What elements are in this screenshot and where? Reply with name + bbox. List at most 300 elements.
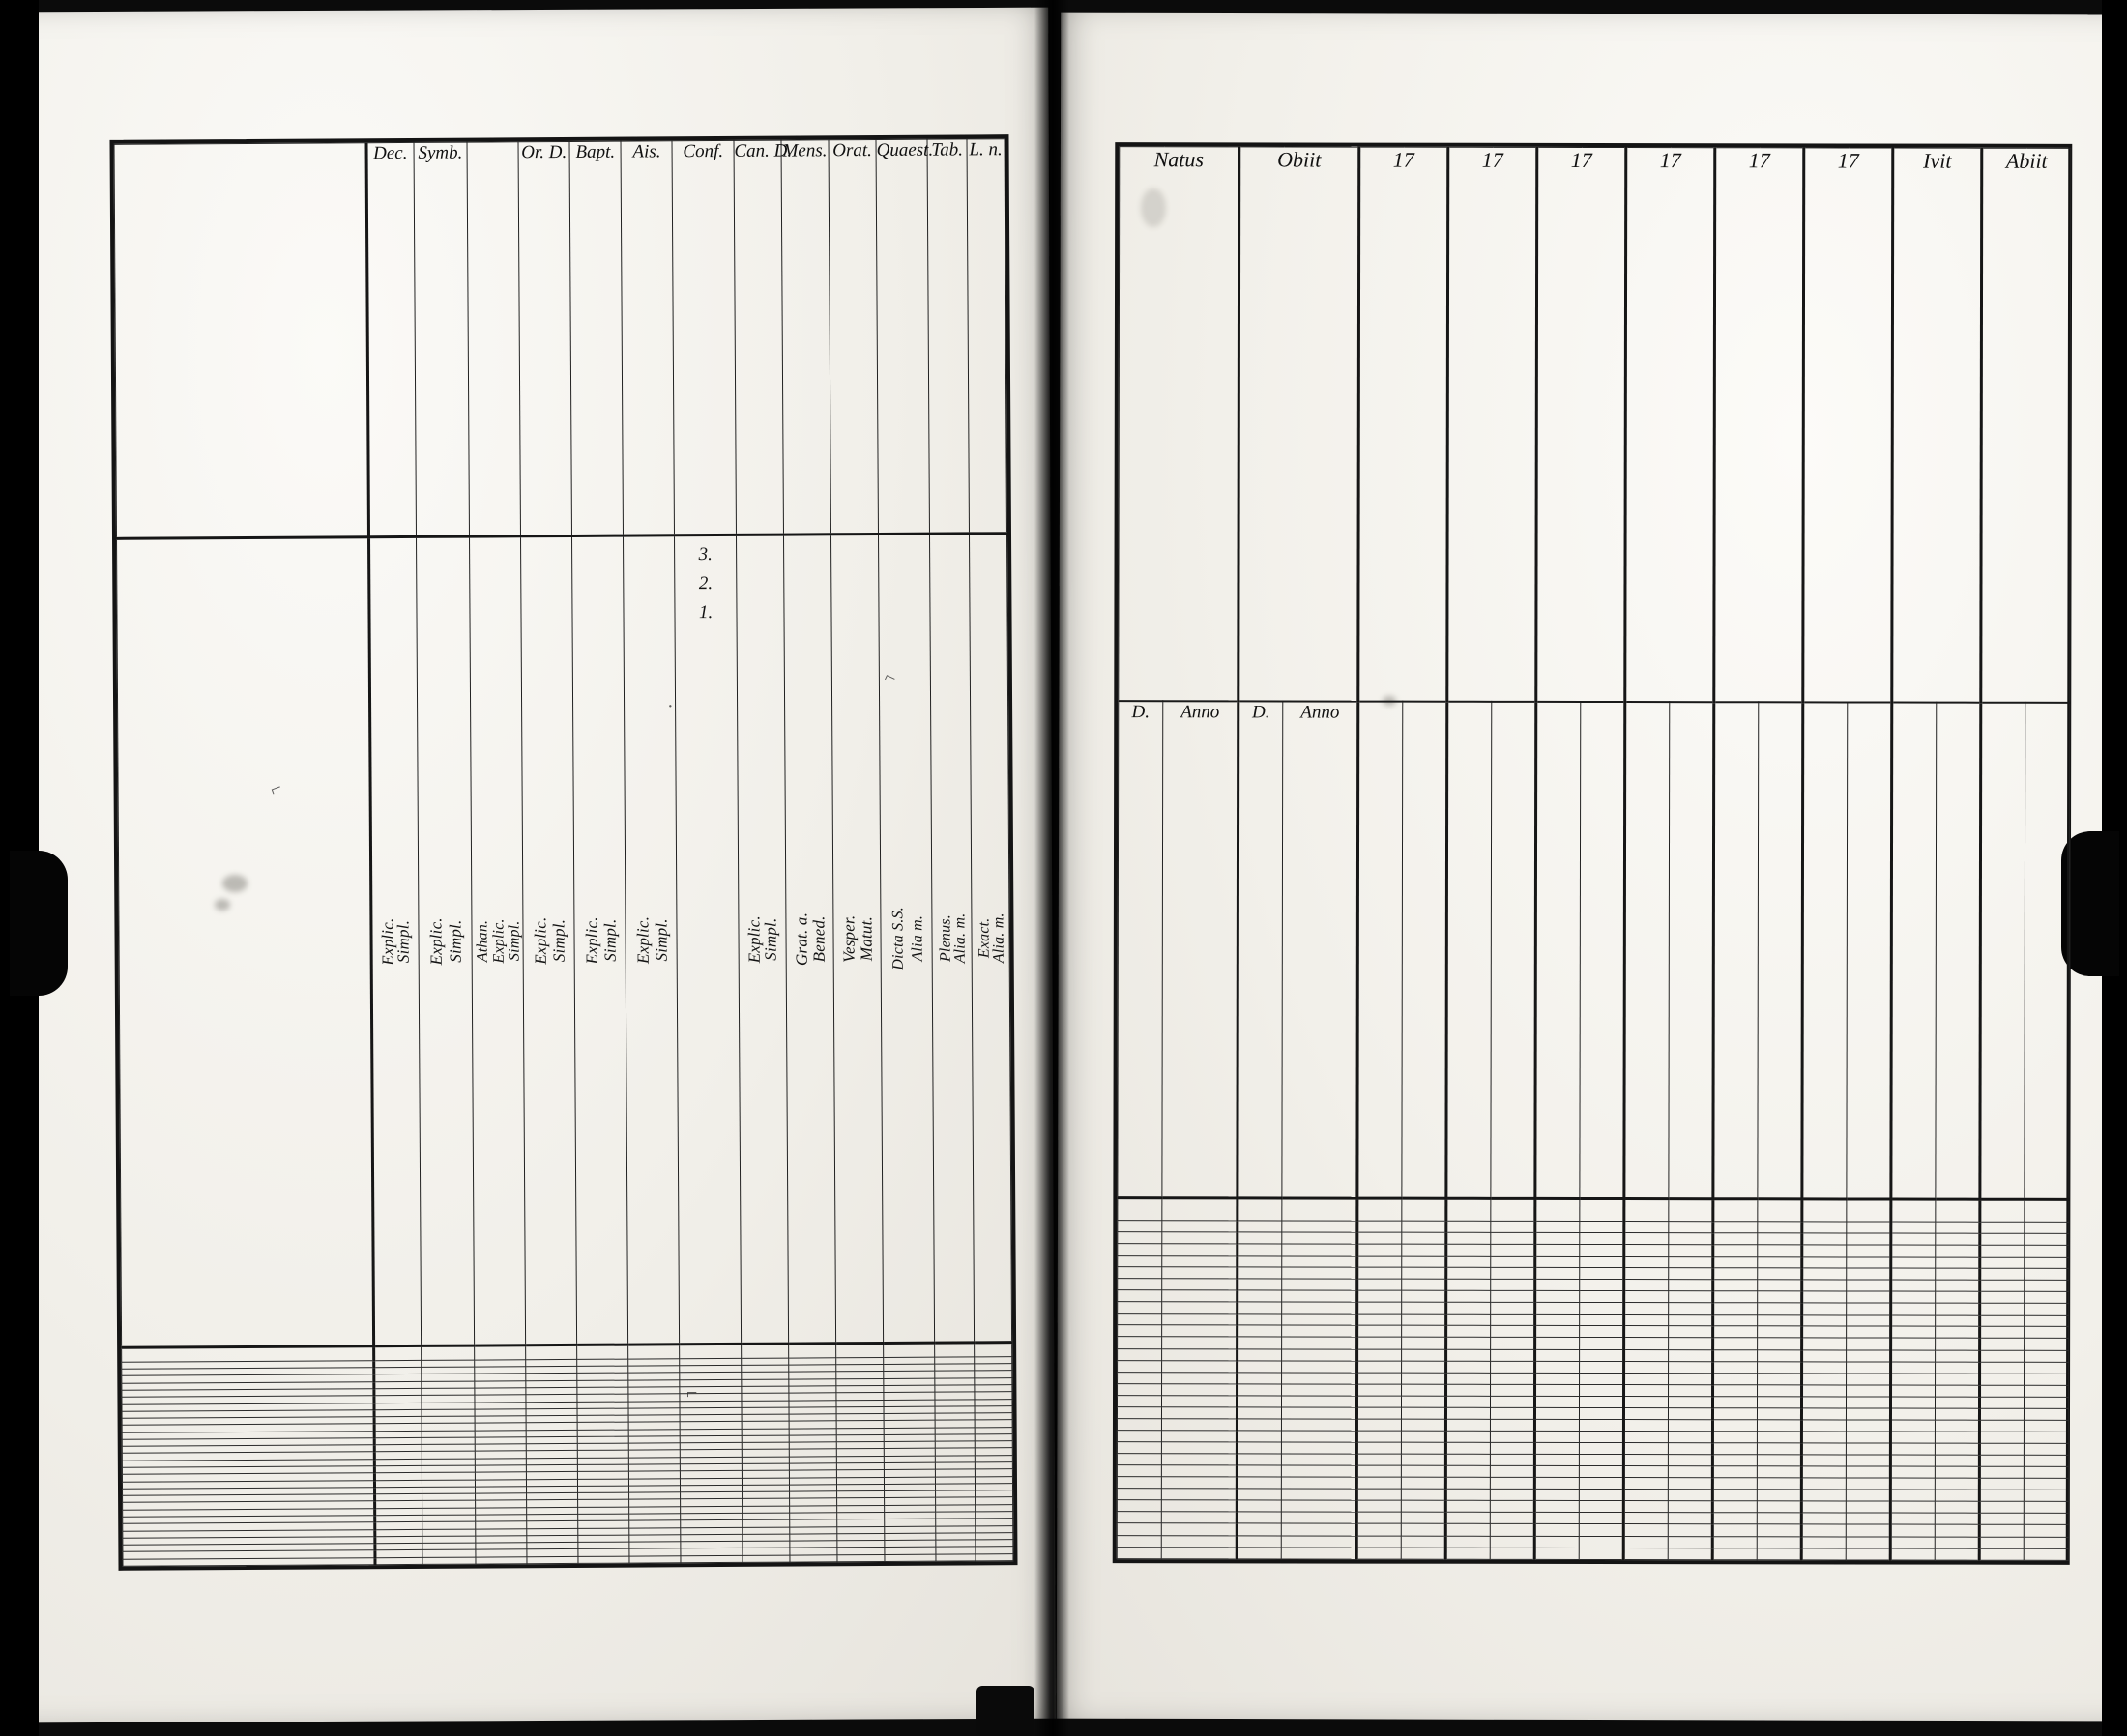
table-cell[interactable]	[1669, 1233, 1713, 1245]
table-cell[interactable]	[1847, 1233, 1891, 1245]
table-cell[interactable]	[1713, 1245, 1758, 1257]
table-cell[interactable]	[1534, 1478, 1579, 1490]
table-cell[interactable]	[1282, 1198, 1357, 1221]
table-cell[interactable]	[1757, 1524, 1801, 1536]
table-cell[interactable]	[1712, 1443, 1757, 1455]
table-cell[interactable]	[1357, 1407, 1402, 1419]
table-cell[interactable]	[1401, 1536, 1445, 1548]
table-cell[interactable]	[1624, 1373, 1669, 1384]
table-cell[interactable]	[1446, 1267, 1491, 1279]
table-cell[interactable]	[1758, 1361, 1802, 1373]
table-cell[interactable]	[1238, 1348, 1282, 1360]
table-cell[interactable]	[1535, 1291, 1580, 1303]
table-cell[interactable]	[1891, 1374, 1936, 1385]
table-cell[interactable]	[1669, 1268, 1713, 1280]
table-cell[interactable]	[1490, 1431, 1534, 1442]
table-cell[interactable]	[1847, 1408, 1891, 1420]
table-cell[interactable]	[1161, 1442, 1237, 1454]
table-cell[interactable]	[1162, 1383, 1238, 1395]
table-cell[interactable]	[1580, 1396, 1624, 1407]
table-cell[interactable]	[1623, 1466, 1668, 1478]
table-cell[interactable]	[1579, 1431, 1623, 1442]
table-cell[interactable]	[1117, 1512, 1161, 1523]
table-cell[interactable]	[1758, 1315, 1802, 1326]
table-cell[interactable]	[1846, 1490, 1890, 1501]
table-cell[interactable]	[1118, 1325, 1162, 1337]
table-cell[interactable]	[1624, 1303, 1669, 1315]
table-cell[interactable]	[1356, 1548, 1401, 1560]
table-cell[interactable]	[976, 1553, 1013, 1561]
table-cell[interactable]	[1402, 1302, 1446, 1314]
table-cell[interactable]	[935, 1343, 975, 1357]
table-cell[interactable]	[1980, 1199, 2025, 1222]
table-cell[interactable]	[1117, 1547, 1161, 1559]
table-cell[interactable]	[1357, 1373, 1402, 1384]
table-cell[interactable]	[1936, 1350, 1980, 1362]
table-cell[interactable]	[1712, 1490, 1757, 1501]
table-cell[interactable]	[2025, 1385, 2069, 1397]
table-cell[interactable]	[1446, 1361, 1491, 1373]
table-cell[interactable]	[1890, 1420, 1935, 1432]
table-cell[interactable]	[1356, 1419, 1401, 1431]
table-cell[interactable]	[1713, 1338, 1758, 1349]
table-cell[interactable]	[1491, 1256, 1535, 1267]
table-cell[interactable]	[1356, 1524, 1401, 1536]
table-cell[interactable]	[1623, 1432, 1668, 1443]
table-cell[interactable]	[2025, 1316, 2069, 1327]
table-cell[interactable]	[1357, 1290, 1402, 1302]
table-cell[interactable]	[1238, 1325, 1282, 1337]
table-cell[interactable]	[1118, 1290, 1162, 1302]
table-cell[interactable]	[1162, 1314, 1238, 1325]
table-cell[interactable]	[1401, 1548, 1445, 1560]
table-cell[interactable]	[1237, 1535, 1281, 1547]
table-cell[interactable]	[1282, 1279, 1357, 1290]
table-cell[interactable]	[1668, 1524, 1712, 1536]
table-cell[interactable]	[1401, 1431, 1445, 1442]
table-cell[interactable]	[1624, 1338, 1669, 1349]
table-cell[interactable]	[1801, 1455, 1846, 1466]
table-cell[interactable]	[122, 1346, 374, 1362]
table-cell[interactable]	[1535, 1396, 1580, 1407]
table-cell[interactable]	[1580, 1373, 1624, 1384]
table-cell[interactable]	[1980, 1327, 2025, 1339]
table-cell[interactable]	[1624, 1257, 1669, 1268]
table-cell[interactable]	[1580, 1349, 1624, 1361]
table-cell[interactable]	[1891, 1222, 1936, 1233]
table-cell[interactable]	[1357, 1279, 1402, 1290]
table-cell[interactable]	[1446, 1315, 1491, 1326]
table-cell[interactable]	[1580, 1256, 1624, 1267]
table-cell[interactable]	[1162, 1348, 1238, 1360]
table-cell[interactable]	[1580, 1268, 1624, 1280]
table-cell[interactable]	[1490, 1501, 1534, 1513]
table-cell[interactable]	[1118, 1348, 1162, 1360]
table-cell[interactable]	[1669, 1280, 1713, 1291]
table-cell[interactable]	[1402, 1290, 1446, 1302]
table-cell[interactable]	[1802, 1349, 1847, 1361]
table-cell[interactable]	[1623, 1548, 1668, 1560]
table-cell[interactable]	[1237, 1407, 1281, 1419]
table-cell[interactable]	[1491, 1244, 1535, 1256]
table-cell[interactable]	[2024, 1490, 2068, 1502]
table-cell[interactable]	[1357, 1338, 1402, 1349]
table-cell[interactable]	[1402, 1232, 1446, 1244]
table-cell[interactable]	[1117, 1431, 1161, 1442]
table-cell[interactable]	[1712, 1420, 1757, 1432]
table-cell[interactable]	[1491, 1279, 1535, 1290]
table-cell[interactable]	[1713, 1396, 1758, 1407]
table-cell[interactable]	[1980, 1362, 2025, 1374]
table-cell[interactable]	[2024, 1432, 2068, 1443]
table-cell[interactable]	[1623, 1536, 1668, 1548]
table-cell[interactable]	[1490, 1536, 1534, 1548]
table-cell[interactable]	[1117, 1442, 1161, 1454]
table-cell[interactable]	[1936, 1222, 1980, 1233]
table-cell[interactable]	[1237, 1442, 1281, 1454]
table-cell[interactable]	[1669, 1326, 1713, 1338]
table-cell[interactable]	[1802, 1326, 1847, 1338]
table-cell[interactable]	[1979, 1548, 2024, 1561]
table-cell[interactable]	[1980, 1397, 2025, 1408]
table-cell[interactable]	[1801, 1478, 1846, 1490]
table-cell[interactable]	[1802, 1222, 1847, 1233]
table-cell[interactable]	[2024, 1514, 2068, 1525]
table-cell[interactable]	[1935, 1443, 1979, 1455]
table-cell[interactable]	[1847, 1199, 1891, 1222]
table-cell[interactable]	[475, 1345, 526, 1360]
table-cell[interactable]	[1936, 1233, 1980, 1245]
table-cell[interactable]	[1446, 1407, 1491, 1419]
table-cell[interactable]	[1238, 1360, 1282, 1372]
table-cell[interactable]	[1118, 1256, 1162, 1267]
table-cell[interactable]	[1491, 1407, 1535, 1419]
table-cell[interactable]	[1282, 1256, 1357, 1267]
table-cell[interactable]	[2025, 1199, 2069, 1222]
table-cell[interactable]	[1162, 1244, 1238, 1256]
table-cell[interactable]	[1402, 1396, 1446, 1407]
table-cell[interactable]	[1712, 1536, 1757, 1548]
table-cell[interactable]	[1891, 1268, 1936, 1280]
table-cell[interactable]	[1935, 1466, 1979, 1478]
table-cell[interactable]	[1935, 1514, 1979, 1525]
table-cell[interactable]	[1758, 1222, 1802, 1233]
table-cell[interactable]	[1712, 1513, 1757, 1524]
table-cell[interactable]	[1712, 1432, 1757, 1443]
table-cell[interactable]	[1802, 1233, 1847, 1245]
table-cell[interactable]	[1802, 1268, 1847, 1280]
table-cell[interactable]	[1936, 1291, 1980, 1303]
table-cell[interactable]	[1491, 1361, 1535, 1373]
table-cell[interactable]	[1936, 1268, 1980, 1280]
table-cell[interactable]	[1713, 1222, 1758, 1233]
table-cell[interactable]	[1580, 1232, 1624, 1244]
table-cell[interactable]	[1534, 1490, 1579, 1501]
table-cell[interactable]	[1282, 1302, 1357, 1314]
table-cell[interactable]	[1802, 1291, 1847, 1303]
table-cell[interactable]	[1624, 1221, 1669, 1232]
table-cell[interactable]	[1445, 1465, 1490, 1477]
table-cell[interactable]	[1282, 1221, 1357, 1232]
table-cell[interactable]	[1936, 1315, 1980, 1326]
table-cell[interactable]	[1980, 1408, 2025, 1420]
table-cell[interactable]	[1935, 1455, 1979, 1466]
table-cell[interactable]	[1846, 1513, 1890, 1524]
table-cell[interactable]	[2024, 1548, 2068, 1561]
table-cell[interactable]	[1624, 1361, 1669, 1373]
table-cell[interactable]	[1238, 1267, 1282, 1279]
table-cell[interactable]	[1535, 1267, 1580, 1279]
table-cell[interactable]	[1936, 1327, 1980, 1339]
table-cell[interactable]	[1117, 1419, 1161, 1431]
table-cell[interactable]	[1534, 1466, 1579, 1478]
table-cell[interactable]	[1757, 1478, 1801, 1490]
table-cell[interactable]	[1758, 1326, 1802, 1338]
table-cell[interactable]	[1446, 1244, 1491, 1256]
table-cell[interactable]	[1238, 1198, 1282, 1221]
table-cell[interactable]	[1847, 1397, 1891, 1408]
table-cell[interactable]	[2025, 1222, 2069, 1233]
table-cell[interactable]	[1357, 1267, 1402, 1279]
table-cell[interactable]	[1980, 1233, 2025, 1245]
table-cell[interactable]	[1980, 1385, 2025, 1397]
table-cell[interactable]	[1801, 1490, 1846, 1501]
table-cell[interactable]	[1936, 1303, 1980, 1315]
table-cell[interactable]	[1118, 1395, 1162, 1406]
table-cell[interactable]	[1281, 1419, 1356, 1431]
table-cell[interactable]	[1847, 1385, 1891, 1397]
table-cell[interactable]	[1534, 1431, 1579, 1442]
table-cell[interactable]	[1534, 1536, 1579, 1548]
table-cell[interactable]	[1623, 1478, 1668, 1490]
table-cell[interactable]	[422, 1557, 476, 1565]
table-cell[interactable]	[1161, 1547, 1237, 1559]
table-cell[interactable]	[1847, 1326, 1891, 1338]
table-cell[interactable]	[1847, 1303, 1891, 1315]
table-cell[interactable]	[2025, 1268, 2069, 1280]
table-cell[interactable]	[1402, 1279, 1446, 1290]
table-cell[interactable]	[1402, 1384, 1446, 1396]
table-cell[interactable]	[1402, 1256, 1446, 1267]
table-cell[interactable]	[1624, 1349, 1669, 1361]
table-cell[interactable]	[1801, 1432, 1846, 1443]
table-cell[interactable]	[1579, 1490, 1623, 1501]
table-cell[interactable]	[1802, 1245, 1847, 1257]
table-cell[interactable]	[1356, 1477, 1401, 1489]
table-cell[interactable]	[2024, 1525, 2068, 1537]
table-cell[interactable]	[1890, 1524, 1935, 1536]
table-cell[interactable]	[1161, 1523, 1237, 1535]
table-cell[interactable]	[1713, 1303, 1758, 1315]
table-cell[interactable]	[1580, 1315, 1624, 1326]
table-cell[interactable]	[1445, 1513, 1490, 1524]
table-cell[interactable]	[1238, 1256, 1282, 1267]
table-cell[interactable]	[1238, 1314, 1282, 1325]
table-cell[interactable]	[1357, 1198, 1402, 1221]
table-cell[interactable]	[1402, 1198, 1446, 1221]
table-cell[interactable]	[1847, 1338, 1891, 1349]
table-cell[interactable]	[1282, 1361, 1357, 1373]
table-cell[interactable]	[1356, 1442, 1401, 1454]
table-cell[interactable]	[1356, 1454, 1401, 1465]
table-cell[interactable]	[526, 1345, 577, 1360]
table-cell[interactable]	[1891, 1291, 1936, 1303]
table-cell[interactable]	[1237, 1500, 1281, 1512]
table-cell[interactable]	[1579, 1478, 1623, 1490]
table-cell[interactable]	[1758, 1303, 1802, 1315]
table-cell[interactable]	[1579, 1513, 1623, 1524]
table-cell[interactable]	[1402, 1373, 1446, 1384]
table-cell[interactable]	[1117, 1489, 1161, 1500]
table-cell[interactable]	[743, 1555, 790, 1563]
table-cell[interactable]	[2024, 1478, 2068, 1490]
table-cell[interactable]	[1237, 1547, 1281, 1559]
table-cell[interactable]	[1623, 1443, 1668, 1455]
table-cell[interactable]	[884, 1343, 935, 1357]
table-cell[interactable]	[1936, 1362, 1980, 1374]
table-cell[interactable]	[1402, 1314, 1446, 1325]
table-cell[interactable]	[1162, 1372, 1238, 1383]
table-cell[interactable]	[1402, 1326, 1446, 1338]
table-cell[interactable]	[1491, 1349, 1535, 1361]
table-cell[interactable]	[975, 1343, 1012, 1357]
table-cell[interactable]	[1161, 1489, 1237, 1500]
table-cell[interactable]	[1490, 1490, 1534, 1501]
table-cell[interactable]	[1801, 1524, 1846, 1536]
table-cell[interactable]	[1979, 1502, 2024, 1514]
table-cell[interactable]	[1668, 1455, 1712, 1466]
table-cell[interactable]	[1402, 1349, 1446, 1361]
table-cell[interactable]	[1802, 1315, 1847, 1326]
table-cell[interactable]	[2025, 1245, 2069, 1257]
table-cell[interactable]	[1491, 1232, 1535, 1244]
table-cell[interactable]	[1161, 1454, 1237, 1465]
table-cell[interactable]	[1535, 1326, 1580, 1338]
table-cell[interactable]	[1491, 1396, 1535, 1407]
table-cell[interactable]	[1402, 1221, 1446, 1232]
table-cell[interactable]	[1980, 1245, 2025, 1257]
table-cell[interactable]	[1669, 1245, 1713, 1257]
table-cell[interactable]	[1936, 1408, 1980, 1420]
table-cell[interactable]	[1491, 1315, 1535, 1326]
table-cell[interactable]	[1847, 1280, 1891, 1291]
table-cell[interactable]	[2025, 1374, 2069, 1385]
table-cell[interactable]	[1580, 1338, 1624, 1349]
table-cell[interactable]	[1161, 1500, 1237, 1512]
table-cell[interactable]	[1669, 1338, 1713, 1349]
table-cell[interactable]	[1491, 1326, 1535, 1338]
table-cell[interactable]	[1356, 1500, 1401, 1512]
table-cell[interactable]	[1118, 1337, 1162, 1348]
table-cell[interactable]	[1445, 1548, 1490, 1560]
table-cell[interactable]	[1356, 1512, 1401, 1523]
table-cell[interactable]	[1490, 1419, 1534, 1431]
table-cell[interactable]	[1980, 1222, 2025, 1233]
table-cell[interactable]	[1446, 1326, 1491, 1338]
table-cell[interactable]	[1668, 1536, 1712, 1548]
table-row[interactable]	[1118, 1197, 2069, 1222]
table-cell[interactable]	[1535, 1384, 1580, 1396]
table-cell[interactable]	[1117, 1500, 1161, 1512]
table-cell[interactable]	[1758, 1373, 1802, 1384]
table-cell[interactable]	[1712, 1548, 1757, 1560]
table-cell[interactable]	[2025, 1420, 2069, 1432]
table-cell[interactable]	[1801, 1466, 1846, 1478]
table-cell[interactable]	[1713, 1280, 1758, 1291]
table-cell[interactable]	[1713, 1326, 1758, 1338]
table-cell[interactable]	[1801, 1443, 1846, 1455]
table-cell[interactable]	[1758, 1198, 1802, 1221]
table-cell[interactable]	[1802, 1338, 1847, 1349]
table-cell[interactable]	[1890, 1455, 1935, 1466]
table-cell[interactable]	[1238, 1244, 1282, 1256]
table-cell[interactable]	[1534, 1524, 1579, 1536]
table-cell[interactable]	[1535, 1315, 1580, 1326]
table-cell[interactable]	[1534, 1419, 1579, 1431]
table-cell[interactable]	[1446, 1232, 1491, 1244]
table-cell[interactable]	[1758, 1233, 1802, 1245]
table-cell[interactable]	[1891, 1280, 1936, 1291]
table-cell[interactable]	[1356, 1536, 1401, 1548]
table-cell[interactable]	[1758, 1268, 1802, 1280]
table-cell[interactable]	[1445, 1442, 1490, 1454]
table-cell[interactable]	[1117, 1465, 1161, 1477]
table-cell[interactable]	[1535, 1373, 1580, 1384]
table-cell[interactable]	[1757, 1466, 1801, 1478]
table-cell[interactable]	[1579, 1466, 1623, 1478]
table-cell[interactable]	[629, 1555, 681, 1563]
table-cell[interactable]	[2024, 1537, 2068, 1548]
table-cell[interactable]	[1935, 1525, 1979, 1537]
table-cell[interactable]	[1281, 1535, 1356, 1547]
table-cell[interactable]	[1891, 1397, 1936, 1408]
table-cell[interactable]	[1357, 1349, 1402, 1361]
table-cell[interactable]	[1980, 1280, 2025, 1291]
table-cell[interactable]	[1624, 1407, 1669, 1419]
table-cell[interactable]	[1281, 1477, 1356, 1489]
table-cell[interactable]	[1535, 1198, 1580, 1221]
table-cell[interactable]	[1713, 1408, 1758, 1420]
table-cell[interactable]	[1669, 1396, 1713, 1407]
table-cell[interactable]	[1624, 1198, 1669, 1221]
table-cell[interactable]	[1491, 1221, 1535, 1232]
table-cell[interactable]	[1980, 1268, 2025, 1280]
table-cell[interactable]	[1535, 1349, 1580, 1361]
table-cell[interactable]	[1712, 1478, 1757, 1490]
table-cell[interactable]	[1936, 1280, 1980, 1291]
table-cell[interactable]	[1757, 1443, 1801, 1455]
table-cell[interactable]	[1238, 1384, 1282, 1396]
table-cell[interactable]	[2025, 1362, 2069, 1374]
table-cell[interactable]	[1935, 1548, 1979, 1561]
table-cell[interactable]	[1162, 1267, 1238, 1279]
table-cell[interactable]	[1357, 1221, 1402, 1232]
table-cell[interactable]	[1979, 1455, 2024, 1466]
table-cell[interactable]	[1446, 1303, 1491, 1315]
table-cell[interactable]	[1623, 1455, 1668, 1466]
table-cell[interactable]	[1238, 1302, 1282, 1314]
table-cell[interactable]	[1237, 1512, 1281, 1523]
table-cell[interactable]	[1238, 1290, 1282, 1302]
table-cell[interactable]	[1936, 1245, 1980, 1257]
table-cell[interactable]	[1802, 1257, 1847, 1268]
table-cell[interactable]	[1758, 1385, 1802, 1397]
table-cell[interactable]	[1446, 1279, 1491, 1290]
table-cell[interactable]	[1801, 1536, 1846, 1548]
table-cell[interactable]	[1162, 1221, 1238, 1232]
table-cell[interactable]	[1162, 1302, 1238, 1314]
table-cell[interactable]	[1890, 1443, 1935, 1455]
